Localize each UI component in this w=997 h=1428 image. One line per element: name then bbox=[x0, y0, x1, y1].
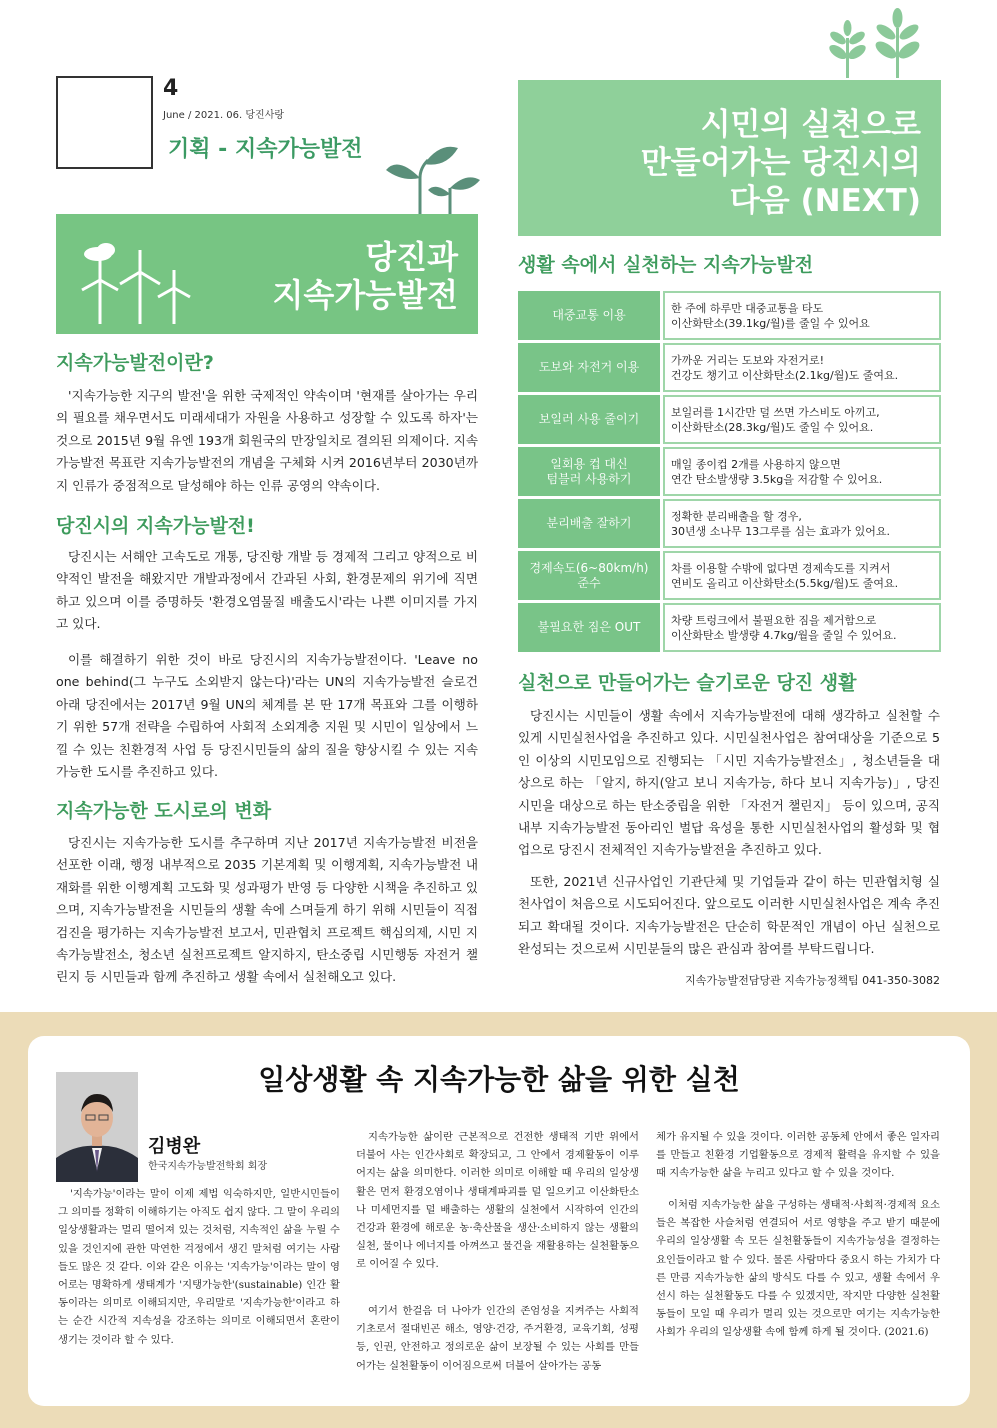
author-photo bbox=[56, 1072, 138, 1182]
row-desc-line2: 이산화탄소(28.3kg/월)도 줄일 수 있어요. bbox=[671, 420, 874, 434]
paragraph-wise-2: 또한, 2021년 신규사업인 기관단체 및 기업들과 같이 하는 민관협치형 실천사업이 처음으로 시도되어진다. 앞으로도 이러한 시민실천사업은 계속 추진되고 확대될 것이다. 지속가능발전은 단순히 학문적인 개념이 아닌 실천으로 완성되는 것으로써 시민분들의 많은 관심과 참여를 부탁드립니다. bbox=[518, 874, 940, 957]
row-desc-line2: 이산화탄소 발생량 4.7kg/월을 줄일 수 있어요. bbox=[671, 628, 897, 642]
essay-column-1: '지속가능'이라는 말이 이제 제법 익숙하지만, 일반시민들이 그 의미를 정확히 이해하기는 아직도 쉽지 않다. 그 말이 우리의 일상생활과는 멀리 떨어져 있는 것처럼, 지속적인 삶을 누릴 수 있을 것인지에 관한 막연한 걱정에서 생긴 말처럼 여기는 사람들도 많은 것 같다. 이와 같은 이유는 '지속가능'이라는 말이 영어로는 명확하게 생태계가 '지탱가능한'(sustainable) 인간 활동이라는 의미로 이해되지만, 우리말로 '지속가능한'이라고 하는 순간 시간적 지속성을 강조하는 의미로 이해되면서 혼란이 생기는 것이라 할 수 있다. bbox=[58, 1188, 340, 1346]
banner-right-line3: 다음 (NEXT) bbox=[729, 183, 921, 219]
sprout-icon bbox=[380, 138, 490, 216]
author-name: 김병완 bbox=[148, 1136, 201, 1157]
row-desc bbox=[663, 395, 941, 444]
row-label: 대중교통 이용 bbox=[518, 291, 663, 340]
essay-title: 일상생활 속 지속가능한 삶을 위한 실천 bbox=[258, 1063, 740, 1096]
row-desc bbox=[663, 291, 941, 340]
table-row bbox=[518, 395, 941, 444]
row-label: 분리배출 잘하기 bbox=[518, 499, 663, 548]
windmill-icon bbox=[76, 242, 196, 324]
heading-life: 생활 속에서 실천하는 지속가능발전 bbox=[518, 254, 814, 276]
row-desc bbox=[663, 603, 941, 652]
row-desc-line2: 이산화탄소(39.1kg/월)를 줄일 수 있어요 bbox=[671, 316, 870, 330]
sprout-top-illustration bbox=[826, 8, 931, 80]
row-desc bbox=[663, 499, 941, 548]
row-desc-line2: 30년생 소나무 13그루를 심는 효과가 있어요. bbox=[671, 524, 890, 538]
contact-line: 지속가능발전담당관 지속가능정책팀 041-350-3082 bbox=[685, 974, 940, 987]
table-row bbox=[518, 499, 941, 548]
paragraph-what: '지속가능한 지구의 발전'을 위한 국제적인 약속이며 '현재를 살아가는 우리의 필요를 채우면서도 미래세대가 자원을 사용하고 성장할 수 있도록 하자'는 것으로 2015년 9월 유엔 193개 회원국의 만장일치로 결의된 의제이다. 지속가능발전 목표란 지속가능발전의 개념을 구체화 시켜 2016년부터 2030년까지 인류가 중점적으로 달성해야 하는 인류 공영의 약속이다. bbox=[56, 388, 478, 493]
row-label: 도보와 자전거 이용 bbox=[518, 343, 663, 392]
row-desc-line1: 차량 트렁크에서 불필요한 짐을 제거함으로 bbox=[671, 613, 877, 627]
essay-column-3-para-1: 체가 유지될 수 있을 것이다. 이러한 공동체 안에서 좋은 일자리를 만들고 친환경 기업활동으로 경제적 활력을 유지할 수 있을 때 지속가능한 삶을 누리고 있다고 할 수 있을 것이다. bbox=[656, 1131, 940, 1180]
row-desc bbox=[663, 447, 941, 496]
heading-what: 지속가능발전이란? bbox=[56, 352, 214, 374]
section-label: 기획 - 지속가능발전 bbox=[168, 137, 363, 162]
paragraph-change: 당진시는 지속가능한 도시를 추구하며 지난 2017년 지속가능발전 비전을 선포한 이래, 행정 내부적으로 2035 기본계획 및 이행계획, 지속가능발전 내재화를 위한 이행계획 고도화 및 성과평가 반영 등 다양한 시책을 추진하고 있으며, 지속가능발전을 시민들의 생활 속에 스며들게 하기 위해 시민들이 직접 검진을 평가하는 지속가능발전 보고서, 민관협치 프로젝트 핵심의제, 시민 지속가능발전소, 청소년 실천프로젝트 알지하지, 탄소중립 시민행동 자전거 챌린지 등 시민들과 함께 추진하고 생활 속에서 실천해오고 있다. bbox=[56, 835, 478, 985]
table-row bbox=[518, 447, 941, 496]
row-desc-line1: 한 주에 하루만 대중교통을 타도 bbox=[671, 301, 824, 315]
essay-column-2-para-2: 여기서 한걸음 더 나아가 인간의 존엄성을 지켜주는 사회적 기초로서 절대빈곤 해소, 영양·건강, 주거환경, 교육기회, 성평등, 인권, 안전하고 정의로운 삶이 보장될 수 있는 사회를 만들어가는 실천활동이 이어짐으로써 더불어 살아가는 공동 bbox=[356, 1305, 639, 1372]
row-label: 보일러 사용 줄이기 bbox=[518, 395, 663, 444]
heading-wise: 실천으로 만들어가는 슬기로운 당진 생활 bbox=[518, 672, 857, 694]
row-desc-line1: 정확한 분리배출을 할 경우, bbox=[671, 509, 802, 523]
banner-right-line1: 시민의 실천으로 bbox=[700, 107, 921, 143]
row-desc-line2: 건강도 챙기고 이산화탄소(2.1kg/월)도 줄여요. bbox=[671, 368, 899, 382]
paragraph-wise-1: 당진시는 시민들이 생활 속에서 지속가능발전에 대해 생각하고 실천할 수 있게 시민실천사업을 추진하고 있다. 시민실천사업은 참여대상을 기준으로 5인 이상의 시민모임으로 진행되는 「시민 지속가능발전소」, 청소년들을 대상으로 하는 「알지, 하지(알고 보니 지속가능, 하다 보니 지속가능)」, 당진시민을 대상으로 하는 탄소중립을 위한 「자전거 챌린지」 등이 있으며, 공직 내부 지속가능발전 동아리인 벌답 육성을 통한 시민실천사업의 활성화 및 협업으로 당진시 전체적인 지속가능발전을 추진하고 있다. bbox=[518, 708, 940, 858]
row-desc-line2: 연간 탄소발생량 3.5kg을 저감할 수 있어요. bbox=[671, 472, 883, 486]
row-label: 일회용 컵 대신 텀블러 사용하기 bbox=[518, 447, 663, 496]
row-desc-line1: 매일 종이컵 2개를 사용하지 않으면 bbox=[671, 457, 841, 471]
banner-right-title bbox=[641, 106, 921, 220]
paragraph-dangjin-2: 이를 해결하기 위한 것이 바로 당진시의 지속가능발전이다. 'Leave no one behind(그 누구도 소외받지 않는다)'라는 UN의 지속가능발전 슬로건 아래 당진에서는 2017년 9월 UN의 체계를 본 딴 17개 목표와 그를 이행하기 위한 57개 전략을 수립하여 사회적 소외계층 지원 및 시민이 일상에서 느낄 수 있는 친환경적 사업 등 당진시민들의 삶의 질을 향상시킬 수 있는 지속가능한 도시를 추진하고 있다. bbox=[56, 652, 478, 780]
issue-line: June / 2021. 06. 당진사랑 bbox=[163, 110, 285, 121]
practice-table bbox=[518, 288, 941, 655]
row-desc bbox=[663, 551, 941, 600]
heading-dangjin: 당진시의 지속가능발전! bbox=[56, 515, 255, 537]
banner-left-line2: 지속가능발전 bbox=[272, 276, 458, 314]
banner-left-title bbox=[273, 238, 458, 314]
essay-card bbox=[28, 1036, 970, 1406]
row-desc-line1: 차를 이용할 수밖에 없다면 경제속도를 지켜서 bbox=[671, 561, 891, 575]
table-row bbox=[518, 603, 941, 652]
row-desc-line2: 연비도 올리고 이산화탄소(5.5kg/월)도 줄여요. bbox=[671, 576, 899, 590]
heading-change: 지속가능한 도시로의 변화 bbox=[56, 800, 272, 822]
essay-column-3-para-2: 이처럼 지속가능한 삶을 구성하는 생태적·사회적·경제적 요소들은 복잡한 사슬처럼 연결되어 서로 영향을 주고 받기 때문에 우리의 일상생활 속 모든 실천활동들이 지속가능성을 결정하는 요인들이라고 할 수 있다. 물론 사람마다 중요시 하는 가치가 다른 만큼 지속가능한 삶의 방식도 다를 수 있고, 생활 속에서 우선시 하는 실천활동도 다를 수 있겠지만, 작지만 다양한 실천활동들이 모일 때 우리가 멀리 있는 것으로만 여기는 지속가능한 사회가 우리의 일상생활 속에 함께 하게 될 것이다. (2021.6) bbox=[656, 1199, 940, 1339]
row-desc-line1: 가까운 거리는 도보와 자전거로! bbox=[671, 353, 825, 367]
table-row bbox=[518, 343, 941, 392]
row-label: 경제속도(6~80km/h) 준수 bbox=[518, 551, 663, 600]
row-desc-line1: 보일러를 1시간만 덜 쓰면 가스비도 아끼고, bbox=[671, 405, 880, 419]
banner-right-line2: 만들어가는 당진시의 bbox=[640, 145, 921, 181]
banner-left bbox=[56, 214, 478, 334]
table-row bbox=[518, 291, 941, 340]
paragraph-dangjin-1: 당진시는 서해안 고속도로 개통, 당진항 개발 등 경제적 그리고 양적으로 비약적인 발전을 해왔지만 개발과정에서 간과된 사회, 환경문제의 위기에 직면하고 있으며 이를 증명하듯 '환경오염물질 배출도시'라는 나쁜 이미지를 가지고 있다. bbox=[56, 549, 478, 632]
page-number: 4 bbox=[163, 76, 179, 101]
essay-column-2-para-1: 지속가능한 삶이란 근본적으로 건전한 생태적 기반 위에서 더불어 사는 인간사회로 확장되고, 그 안에서 경제활동이 이루어지는 삶을 의미한다. 이러한 의미로 이해할 때 우리의 일상생활은 먼저 환경오염이나 생태계파괴를 덜 일으키고 이산화탄소나 미세먼지를 덜 배출하는 생활의 실천에서 시작하여 인간의 건강과 환경에 해로운 농·축산물을 생산·소비하지 않는 생활의 실천, 물이나 에너지를 아껴쓰고 물건을 재활용하는 실천활동으로 이어질 수 있다. bbox=[356, 1131, 639, 1271]
table-row bbox=[518, 551, 941, 600]
author-role: 한국지속가능발전학회 회장 bbox=[148, 1161, 268, 1172]
page-box bbox=[56, 76, 153, 169]
banner-right bbox=[518, 80, 941, 236]
row-desc bbox=[663, 343, 941, 392]
row-label: 불필요한 짐은 OUT bbox=[518, 603, 663, 652]
banner-left-line1: 당진과 bbox=[365, 238, 458, 276]
